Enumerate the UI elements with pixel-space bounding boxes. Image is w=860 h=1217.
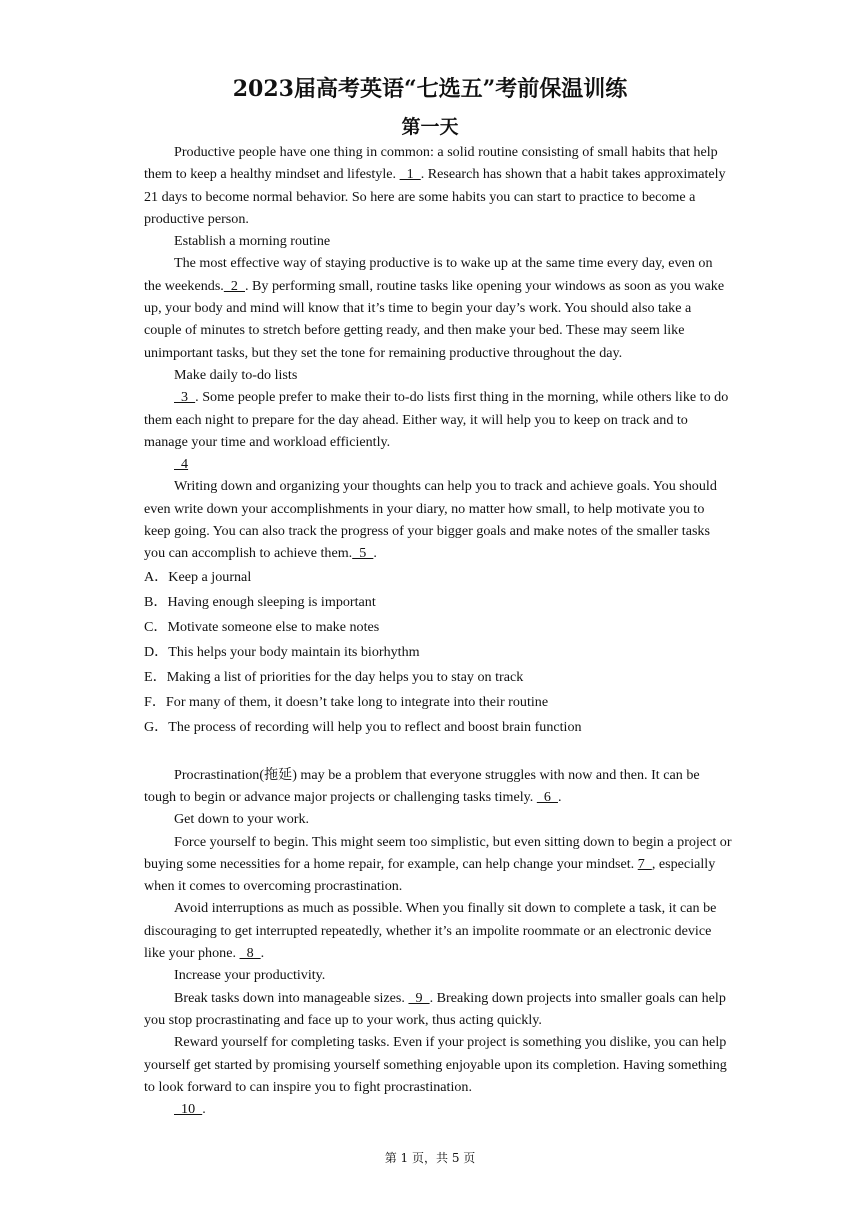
text-segment: Procrastination(拖延) may be a problem that everyone struggles with now and then. It can be tough to begin or advance major projects or challenging tasks timely. (144, 766, 700, 805)
text-segment: . (557, 788, 562, 805)
passage2-paragraph1 (144, 764, 732, 809)
options-list (144, 565, 732, 740)
blank-9: 9 (408, 989, 430, 1006)
passage2-paragraph6 (144, 1098, 732, 1120)
document-subtitle: 第一天 (401, 116, 459, 138)
page-footer: 第 1 页，共 5 页 (384, 1151, 476, 1165)
passage1-paragraph4 (144, 475, 732, 564)
text-segment: Avoid interruptions as much as possible. When you finally sit down to complete a task, it can be discouraging to get interrupted repeatedly, whether it’s an impolite roommate or an electronic device like your phone. (144, 900, 717, 962)
text-segment: Force yourself to begin. This might seem too simplistic, but even sitting down to begin a project or buying some necessities for a home repair, for example, can help change your mindset. (144, 833, 732, 872)
passage2-paragraph2 (144, 831, 732, 898)
blank-5: 5 (352, 545, 374, 562)
blank-4: 4 (174, 456, 189, 473)
text-segment: . Research has shown that a habit takes approximately 21 days to become normal behavior. So here are some habits you can start to practice to become a productive person. (144, 166, 726, 227)
text-segment: Productive people have one thing in common: a solid routine consisting of small habits that help them to keep a healthy mindset and lifestyle. (144, 144, 718, 183)
passage1-heading2: Make daily to-do lists (174, 366, 298, 383)
option-c: C．Motivate someone else to make notes (144, 618, 380, 635)
text-segment: . (260, 945, 265, 962)
passage2-heading2: Increase your productivity. (174, 967, 326, 984)
option-d: D．This helps your body maintain its biorhythm (144, 643, 420, 660)
passage2-paragraph4 (144, 987, 732, 1032)
passage2-paragraph3 (144, 897, 732, 964)
text-segment: , especially when it comes to overcoming procrastination. (144, 855, 716, 895)
passage1-paragraph3 (144, 386, 732, 453)
option-e: E．Making a list of priorities for the day helps you to stay on track (144, 668, 524, 685)
passage1-heading1: Establish a morning routine (174, 233, 331, 250)
passage2-heading1: Get down to your work. (174, 811, 310, 828)
section-spacer (144, 740, 732, 764)
text-segment: Break tasks down into manageable sizes. (174, 989, 409, 1006)
blank-3: 3 (174, 389, 196, 406)
option-f: F．For many of them, it doesn’t take long to integrate into their routine (144, 693, 549, 710)
document-content (144, 141, 732, 1120)
text-segment: . Some people prefer to make their to-do lists first thing in the morning, while others like to do them each night to prepare for the day ahead. Either way, it will help you to keep on track and to manage your time and workload efficiently. (144, 389, 729, 450)
blank-2: 2 (223, 277, 245, 294)
option-b: B．Having enough sleeping is important (144, 593, 376, 610)
passage1-paragraph1 (144, 141, 732, 230)
text-segment: . (202, 1101, 206, 1118)
blank-7: 7 (637, 855, 652, 872)
option-a: A．Keep a journal (144, 568, 252, 585)
option-g: G．The process of recording will help you to reflect and boost brain function (144, 718, 582, 735)
text-segment: . (373, 545, 377, 562)
passage2-paragraph5: Reward yourself for completing tasks. Even if your project is something you dislike, you can help yourself get started by promising yourself something enjoyable upon its completion. Having something to look forward to can inspire you to fight procrastination. (144, 1034, 727, 1095)
document-title: 2023届高考英语“七选五”考前保温训练 (232, 76, 628, 102)
text-segment: The most effective way of staying productive is to wake up at the same time every day, even on the weekends. (144, 255, 713, 294)
text-segment: Writing down and organizing your thoughts can help you to track and achieve goals. You should even write down your accomplishments in your diary, no matter how small, to help motivate you to keep going. You can also track the progress of your bigger goals and make notes of the smaller tasks you can accomplish to achieve them. (144, 478, 717, 562)
blank-10: 10 (174, 1101, 203, 1118)
blank-1: 1 (399, 166, 421, 183)
blank-6: 6 (536, 788, 558, 805)
text-segment: . Breaking down projects into smaller goals can help you stop procrastinating and face up to your work, thus acting quickly. (144, 989, 726, 1028)
passage1-heading3 (144, 453, 732, 475)
text-segment: . By performing small, routine tasks like opening your windows as soon as you wake up, your body and mind will know that it’s time to begin your day’s work. You should also take a couple of minutes to stretch before getting ready, and then make your bed. These may seem like unimportant tasks, but they set the tone for remaining productive throughout the day. (144, 277, 725, 361)
blank-8: 8 (239, 945, 261, 962)
passage1-paragraph2 (144, 252, 732, 363)
